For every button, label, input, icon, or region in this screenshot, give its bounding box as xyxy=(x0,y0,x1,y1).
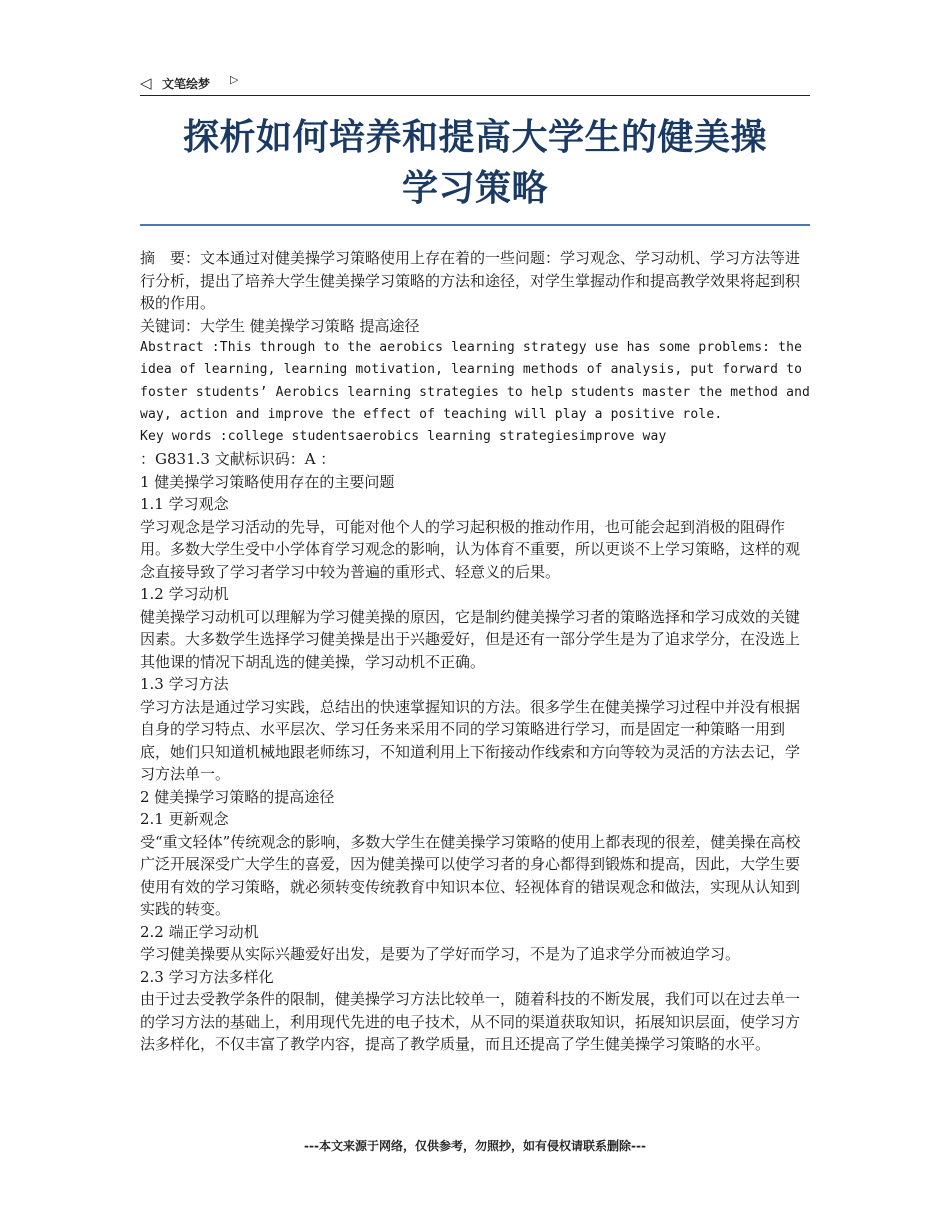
page-footer-disclaimer: ---本文来源于网络，仅供参考，勿照抄，如有侵权请联系删除--- xyxy=(304,1139,646,1153)
section-heading: 2.1 更新观念 xyxy=(140,810,229,829)
section-paragraph: 健美操学习动机可以理解为学习健美操的原因，它是制约健美操学习者的策略选择和学习成效的关键因素。大多数学生选择学习健美操是出于兴趣爱好，但是还有一部分学生是为了追求学分，在没选上其他课的情况下胡乱选的健美操，学习动机不正确。 xyxy=(140,607,801,671)
keywords-cn: 关键词：大学生 健美操学习策略 提高途径 xyxy=(140,316,420,335)
section-paragraph: 学习方法是通过学习实践，总结出的快速掌握知识的方法。很多学生在健美操学习过程中并没有根据自身的学习特点、水平层次、学习任务来采用不同的学习策略进行学习，而是固定一种策略一用到底，她们只知道机械地跟老师练习，不知道利用上下衔接动作线索和方向等较为灵活的方法去记，学习方法单一。 xyxy=(140,697,801,784)
section-heading: 1 健美操学习策略使用存在的主要问题 xyxy=(140,472,395,491)
title-line-1: 探析如何培养和提高大学生的健美操 xyxy=(182,117,767,158)
section-paragraph: 受“重文轻体”传统观念的影响，多数大学生在健美操学习策略的使用上都表现的很差，健美操在高校广泛开展深受广大学生的喜爱，因为健美操可以使学习者的身心都得到锻炼和提高，因此，大学生要使用有效的学习策略，就必须转变传统教育中知识本位、轻视体育的错误观念和做法，实现从认知到实践的转变。 xyxy=(140,832,801,919)
keywords-en: Key words :college studentsaerobics learning strategiesimprove way xyxy=(140,429,667,445)
brand-label: 文笔绘梦 xyxy=(162,77,211,91)
header-divider xyxy=(140,95,810,96)
title-line-2: 学习策略 xyxy=(401,168,548,209)
triangle-left-icon: ◁ xyxy=(140,74,152,92)
section-heading: 1.1 学习观念 xyxy=(140,495,229,514)
triangle-right-icon: ▷ xyxy=(230,73,239,86)
section-heading: 1.3 学习方法 xyxy=(140,675,229,694)
section-paragraph: 学习观念是学习活动的先导，可能对他个人的学习起积极的推动作用，也可能会起到消极的阻碍作用。多数大学生受中小学体育学习观念的影响，认为体育不重要，所以更谈不上学习策略，这样的观念直接导致了学习者学习中较为普遍的重形式、轻意义的后果。 xyxy=(140,517,801,581)
section-heading: 2.3 学习方法多样化 xyxy=(140,967,274,986)
section-heading: 1.2 学习动机 xyxy=(140,585,229,604)
title-divider xyxy=(140,224,810,226)
document-body xyxy=(140,247,812,1056)
section-paragraph: 学习健美操要从实际兴趣爱好出发，是要为了学好而学习，不是为了追求学分而被迫学习。 xyxy=(140,945,741,964)
section-paragraph: 由于过去受教学条件的限制，健美操学习方法比较单一，随着科技的不断发展，我们可以在过去单一的学习方法的基础上，利用现代先进的电子技术，从不同的渠道获取知识，拓展知识层面，使学习方法多样化，不仅丰富了教学内容，提高了教学质量，而且还提高了学生健美操学习策略的水平。 xyxy=(140,990,801,1054)
abstract-en: Abstract :This through to the aerobics learning strategy use has some problems: the idea of learning, learning motivation, learning methods of analysis, put forward to foster students’ Aerobics learning strategies to help students master the method and way, action and improve the effect of teaching will play a positive role. xyxy=(140,340,811,422)
abstract-cn: 摘 要：文本通过对健美操学习策略使用上存在着的一些问题：学习观念、学习动机、学习方法等进行分析，提出了培养大学生健美操学习策略的方法和途径，对学生掌握动作和提高教学效果将起到积极的作用。 xyxy=(140,249,801,312)
document-title xyxy=(130,112,820,214)
section-heading: 2 健美操学习策略的提高途径 xyxy=(140,787,335,806)
section-heading: 2.2 端正学习动机 xyxy=(140,922,259,941)
classification-code: ：G831.3 文献标识码：A ： xyxy=(140,450,336,469)
page-header xyxy=(140,72,810,94)
